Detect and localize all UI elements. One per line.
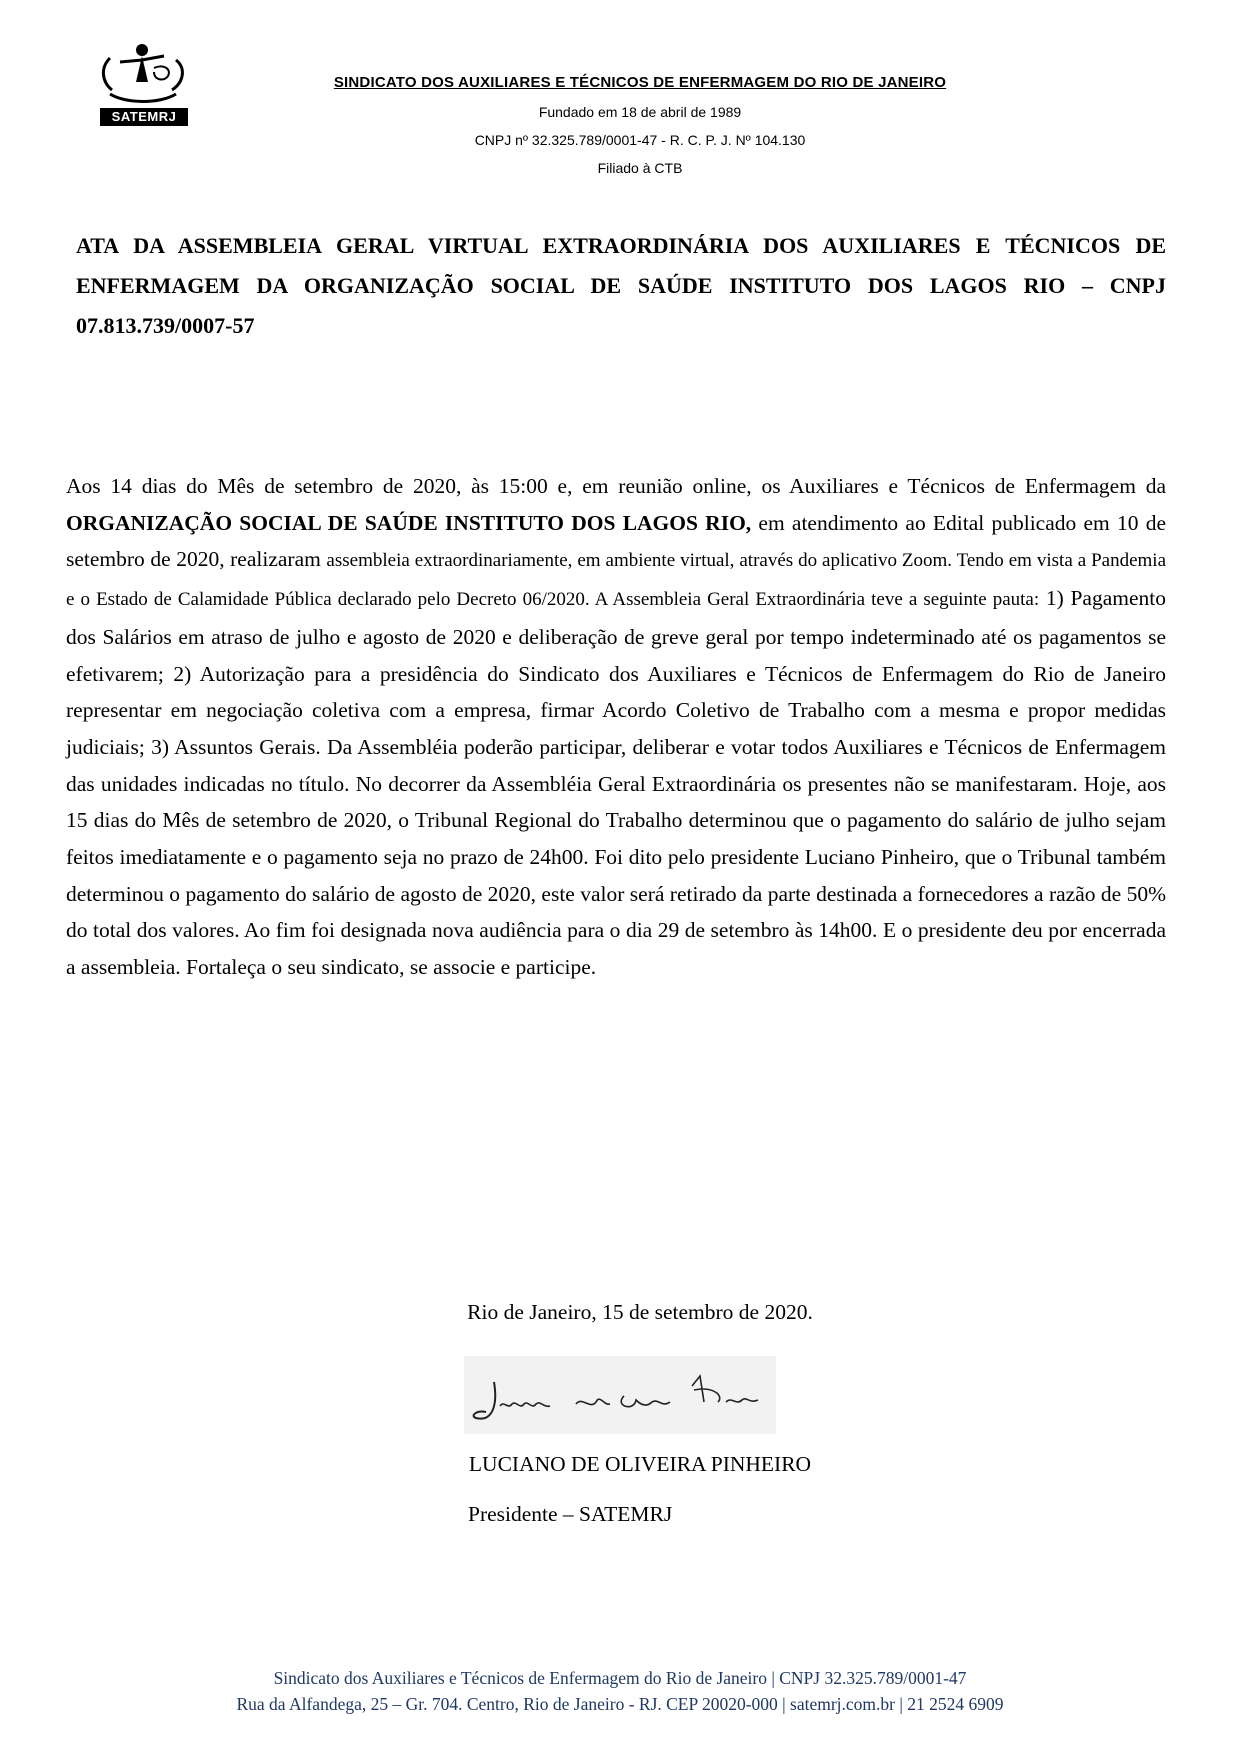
handwritten-signature-icon — [464, 1356, 776, 1434]
logo-badge: SATEMRJ — [100, 108, 188, 126]
footer-line-2: Rua da Alfandega, 25 – Gr. 704. Centro, Rio de Janeiro - RJ. CEP 20020-000 | satemrj.com.br | 21 2524 6909 — [236, 1694, 1004, 1714]
body-small-part: assembleia extraordinariamente, em ambiente virtual, através do aplicativo Zoom. Tendo em vista a Pandemia e o Estado de Calamidade Pública declarado pelo Decreto 06/2020. A Assembleia Geral Extraordinária teve a seguinte pauta: — [66, 550, 1166, 611]
body-part-2: em atendimento ao Edital publicado em 10 de setembro de 2020, realizaram — [66, 510, 1166, 572]
body-organization: ORGANIZAÇÃO SOCIAL DE SAÚDE INSTITUTO DOS LAGOS RIO, — [66, 510, 752, 535]
document-title: ATA DA ASSEMBLEIA GERAL VIRTUAL EXTRAORDINÁRIA DOS AUXILIARES E TÉCNICOS DE ENFERMAGEM DA ORGANIZAÇÃO SOCIAL DE SAÚDE INSTITUTO DOS LAGOS RIO – CNPJ 07.813.739/0007-57 — [76, 233, 1166, 338]
place-date: Rio de Janeiro, 15 de setembro de 2020. — [467, 1300, 813, 1324]
nurse-hands-emblem-icon — [92, 38, 194, 110]
affiliation-line: Filiado à CTB — [597, 160, 683, 176]
signature-image — [464, 1356, 776, 1434]
minutes-body — [66, 468, 1166, 986]
union-logo — [92, 38, 194, 128]
body-part-1: Aos 14 dias do Mês de setembro de 2020, às 15:00 e, em reunião online, os Auxiliares e Técnicos de Enfermagem da — [66, 474, 1166, 498]
organization-name: SINDICATO DOS AUXILIARES E TÉCNICOS DE ENFERMAGEM DO RIO DE JANEIRO — [333, 74, 947, 91]
footer-line-1: Sindicato dos Auxiliares e Técnicos de Enfermagem do Rio de Janeiro | CNPJ 32.325.789/0001-47 — [273, 1668, 967, 1688]
signer-name: LUCIANO DE OLIVEIRA PINHEIRO — [468, 1452, 812, 1476]
signer-role: Presidente – SATEMRJ — [468, 1502, 673, 1526]
body-part-3: 1) Pagamento dos Salários em atraso de julho e agosto de 2020 e deliberação de greve geral por tempo indeterminado até os pagamentos se efetivarem; 2) Autorização para a presidência do Sindicato dos Auxiliares e Técnicos de Enfermagem do Rio de Janeiro representar em negociação coletiva com a empresa, firmar Acordo Coletivo de Trabalho com a mesma e propor medidas judiciais; 3) Assuntos Gerais. Da Assembléia poderão participar, deliberar e votar todos Auxiliares e Técnicos de Enfermagem das unidades indicadas no título. No decorrer da Assembléia Geral Extraordinária os presentes não se manifestaram. Hoje, aos 15 dias do Mês de setembro de 2020, o Tribunal Regional do Trabalho determinou que o pagamento do salário de julho sejam feitos imediatamente e o pagamento seja no prazo de 24h00. Foi dito pelo presidente Luciano Pinheiro, que o Tribunal também determinou o pagamento do salário de agosto de 2020, este valor será retirado da parte destinada a fornecedores a razão de 50% do total dos valores. Ao fim foi designada nova audiência para o dia 29 de setembro às 14h00. E o presidente deu por encerrada a assembleia. Fortaleça o seu sindicato, se associe e participe. — [66, 586, 1166, 980]
registration-line: CNPJ nº 32.325.789/0001-47 - R. C. P. J. Nº 104.130 — [474, 132, 806, 148]
founded-line: Fundado em 18 de abril de 1989 — [538, 104, 742, 120]
